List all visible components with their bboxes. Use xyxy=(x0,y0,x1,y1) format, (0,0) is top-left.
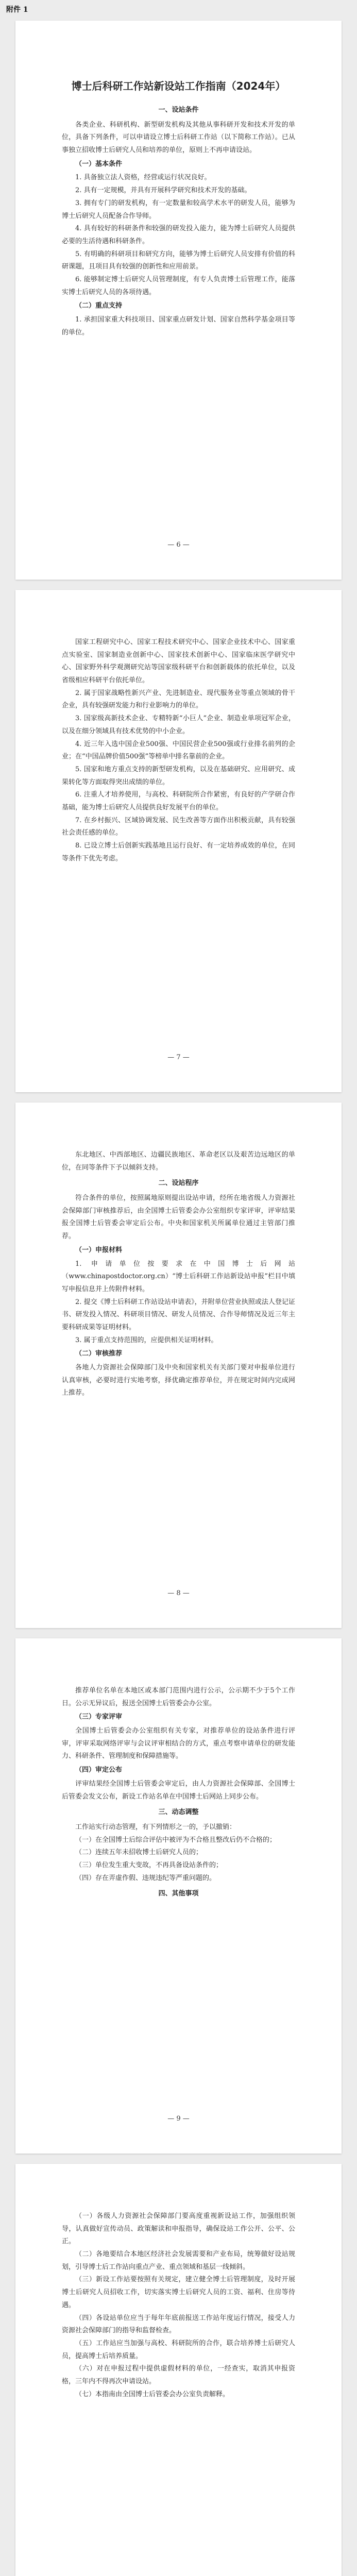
page-number: — 9 — xyxy=(167,2115,190,2123)
paragraph: （三）新设工作站要按照有关规定，建立健全博士后管理制度，及时开展博士后研究人员招收工作，切实落实博士后研究人员的工资、福利、住房等待遇。 xyxy=(62,2276,295,2309)
paragraph: （一）各级人力资源社会保障部门要高度重视新设站工作，加强组织领导，认真做好宣传动员、政策解读和申报指导，确保设站工作公开、公平、公正。 xyxy=(62,2212,295,2246)
paragraph: 5. 国家和地方重点支持的新型研发机构，以及在基础研究、应用研究、成果转化等方面取得突出成绩的单位。 xyxy=(62,765,295,786)
section-heading: 四、其他事项 xyxy=(158,1890,199,1898)
subsection-heading: （一）基本条件 xyxy=(75,160,123,168)
paragraph: 6. 注重人才培养使用，与高校、科研院所合作紧密，有良好的产学研合作基础，能为博士后研究人员提供良好发展平台的单位。 xyxy=(62,791,295,811)
paragraph: 6. 能够制定博士后研究人员管理制度，有专人负责博士后管理工作，能落实博士后研究人员的各项待遇。 xyxy=(62,275,295,296)
page-body xyxy=(62,2210,295,2576)
paragraph: （二）各地要结合本地区经济社会发展需要和产业布局，统筹做好设站规划，引导博士后工作站向重点产业、重点领域和基层一线倾斜。 xyxy=(62,2250,295,2271)
page-body xyxy=(62,1685,295,2092)
paragraph: （五）工作站应当加强与高校、科研院所的合作，联合培养博士后研究人员，提高博士后培养质量。 xyxy=(62,2339,295,2360)
paragraph: 2. 属于国家战略性新兴产业、先进制造业、现代服务业等重点领域的骨干企业，具有较强研发能力和行业影响力的单位。 xyxy=(62,689,295,710)
subsection-heading: （四）审定公布 xyxy=(75,1766,123,1774)
document-page xyxy=(15,2164,342,2576)
paragraph: 各地人力资源社会保障部门及中央和国家机关有关部门要对申报单位进行认真审核，必要时进行实地考察，择优确定推荐单位，并在规定时间内完成网上推荐。 xyxy=(62,1364,295,1397)
paragraph: （一）在全国博士后综合评估中被评为不合格且整改后仍不合格的； xyxy=(75,1836,277,1844)
document-page xyxy=(15,590,342,1092)
page-body xyxy=(62,1149,295,1566)
section-heading: 三、动态调整 xyxy=(158,1808,199,1817)
paragraph: 3. 属于重点支持范围的，应提供相关证明材料。 xyxy=(75,1336,218,1344)
paragraph: 4. 近三年入选中国企业500强、中国民营企业500强或行业排名前列的企业；在“中国品牌价值500强”等榜单中排名靠前的企业。 xyxy=(62,740,295,761)
paragraph: 符合条件的单位，按照属地原则提出设站申请，经所在地省级人力资源社会保障部门审核推荐后，由全国博士后管委会办公室组织专家评审，评审结果报全国博士后管委会审定后公布。中央和国家机关所属单位通过主管部门推荐。 xyxy=(62,1194,295,1241)
paragraph: 1. 具备独立法人资格，经营或运行状况良好。 xyxy=(75,174,211,182)
page-number: — 8 — xyxy=(167,1589,190,1597)
paragraph: （三）单位发生重大变故，不再具备设站条件的； xyxy=(75,1861,223,1869)
paragraph: 5. 有明确的科研项目和研究方向，能够为博士后研究人员安排有价值的科研课题，且项目具有较强的创新性和应用前景。 xyxy=(62,250,295,271)
paragraph: （二）连续五年未招收博士后研究人员的； xyxy=(75,1849,203,1857)
page-number: — 7 — xyxy=(167,1054,190,1061)
paragraph: 1. 申请单位按要求在中国博士后网站（www.chinapostdoctor.org.cn）“博士后科研工作站新设站申报”栏目中填写申报信息并上传附件材料。 xyxy=(62,1260,295,1293)
paragraph: 评审结果经全国博士后管委会审定后，由人力资源社会保障部、全国博士后管委会发文公布，新设工作站名单在中国博士后网站上同步公布。 xyxy=(62,1780,295,1801)
paragraph: 8. 已设立博士后创新实践基地且运行良好、有一定培养成效的单位，在同等条件下优先考虑。 xyxy=(62,842,295,862)
page-number: — 6 — xyxy=(167,541,190,549)
paragraph: 国家工程研究中心、国家工程技术研究中心、国家企业技术中心、国家重点实验室、国家制造业创新中心、国家技术创新中心、国家临床医学研究中心、国家野外科学观测研究站等国家级科研平台和创新载体的依托单位，以及省级相应科研平台依托单位。 xyxy=(62,638,295,685)
paragraph: 2. 提交《博士后科研工作站设站申请表》，并附单位营业执照或法人登记证书、研发投入情况、科研项目情况、研发人员情况、合作导师情况及近三年主要科研成果等证明材料。 xyxy=(62,1298,295,1331)
paragraph: 工作站实行动态管理，有下列情形之一的，予以撤销： xyxy=(75,1823,236,1831)
page-body xyxy=(62,67,295,518)
paragraph: （七）本指南由全国博士后管委会办公室负责解释。 xyxy=(75,2390,230,2398)
paragraph: （四）各设站单位应当于每年年底前报送工作站年度运行情况，接受人力资源社会保障部门的指导和监督检查。 xyxy=(62,2314,295,2335)
paragraph: 各类企业、科研机构、新型研发机构及其他从事科研开发和技术开发的单位，具备下列条件，可以申请设立博士后科研工作站（以下简称工作站）。已从事独立招收博士后研究人员和培养的单位，原则上不再申请设站。 xyxy=(62,121,295,155)
paragraph: 2. 具有一定规模，并具有开展科学研究和技术开发的基础。 xyxy=(75,187,251,195)
section-heading: 二、设站程序 xyxy=(158,1179,199,1188)
paragraph: 全国博士后管委会办公室组织有关专家，对推荐单位的设站条件进行评审，评审采取网络评审与会议评审相结合的方式，重点考察申请单位的研发能力、科研条件、管理制度和保障措施等。 xyxy=(62,1727,295,1760)
document-page xyxy=(15,1638,342,2154)
subsection-heading: （二）重点支持 xyxy=(75,302,123,310)
paragraph: 3. 拥有专门的研发机构，有一定数量和较高学术水平的研发人员，能够为博士后研究人员配备合作导师。 xyxy=(62,199,295,220)
paragraph: 推荐单位名单在本地区或本部门范围内进行公示，公示期不少于5个工作日。公示无异议后，报送全国博士后管委会办公室。 xyxy=(62,1687,295,1707)
subsection-heading: （三）专家评审 xyxy=(75,1713,123,1721)
subsection-heading: （一）申报材料 xyxy=(75,1246,123,1254)
document-page xyxy=(15,21,342,580)
paragraph: 1. 承担国家重大科技项目、国家重点研发计划、国家自然科学基金项目等的单位。 xyxy=(62,316,295,336)
paragraph: 东北地区、中西部地区、边疆民族地区、革命老区以及艰苦边远地区的单位，在同等条件下予以倾斜支持。 xyxy=(62,1151,295,1172)
document-title: 博士后科研工作站新设站工作指南（2024年） xyxy=(71,80,286,92)
subsection-heading: （二）审核推荐 xyxy=(75,1350,123,1358)
paragraph: 7. 在乡村振兴、区域协调发展、民生改善等方面作出积极贡献，具有较强社会责任感的单位。 xyxy=(62,816,295,837)
attachment-label: 附件 1 xyxy=(6,6,28,14)
paragraph: 4. 具有较好的科研条件和较强的研发投入能力，能为博士后研究人员提供必要的生活待遇和科研条件。 xyxy=(62,225,295,245)
page-body xyxy=(62,636,295,1030)
document-page xyxy=(15,1103,342,1628)
section-heading: 一、设站条件 xyxy=(158,106,199,114)
paragraph: 3. 国家级高新技术企业、专精特新“小巨人”企业、制造业单项冠军企业，以及在细分领域具有技术优势的中小企业。 xyxy=(62,715,295,735)
paragraph: （六）对在申报过程中提供虚假材料的单位，一经查实，取消其申报资格，三年内不得再次申请设站。 xyxy=(62,2365,295,2385)
paragraph: （四）存在弄虚作假、违规违纪等严重问题的。 xyxy=(75,1874,216,1882)
